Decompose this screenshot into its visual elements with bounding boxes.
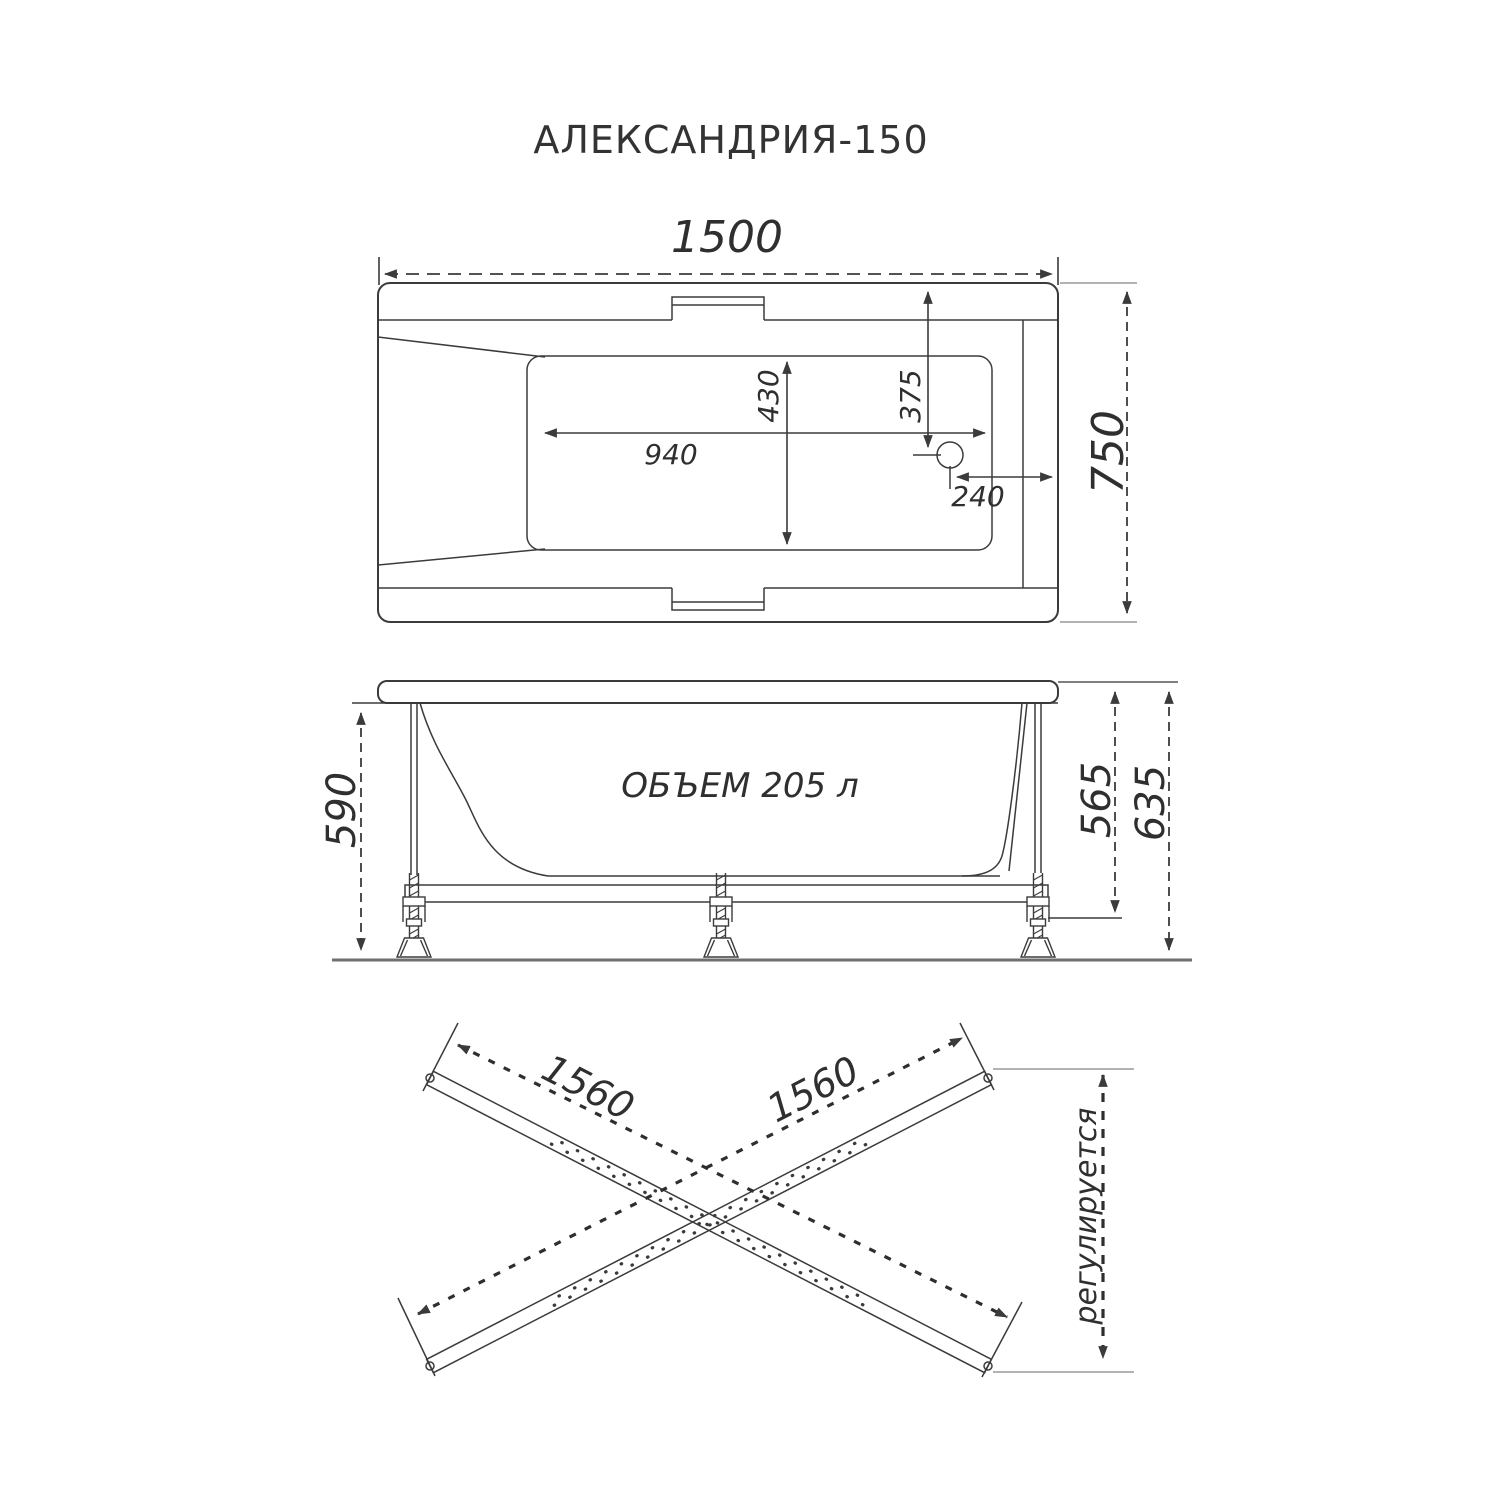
dim-label-1560-right: 1560 [759, 1047, 867, 1132]
dim-label-635: 635 [1128, 764, 1174, 842]
dim-label-750: 750 [1083, 410, 1134, 494]
dim-label-590: 590 [319, 771, 365, 849]
dim-label-375: 375 [894, 369, 927, 423]
dim-adjustable-height [993, 1069, 1134, 1372]
dim-label-430: 430 [752, 369, 785, 423]
rim-notch-bottom [672, 588, 764, 610]
side-view [319, 681, 1192, 960]
tub-right-wall-outer [1009, 703, 1027, 871]
dim-label-940: 940 [644, 438, 698, 471]
dim-label-240: 240 [951, 480, 1005, 513]
tub-rim-outline [378, 283, 1058, 622]
dim-rail-right-length [418, 1038, 962, 1314]
dim-drain-end-offset [951, 477, 1052, 513]
tub-left-curve [420, 703, 548, 876]
dim-label-1500: 1500 [671, 212, 783, 263]
right-leg-channel [1035, 703, 1041, 873]
dim-floor-length [545, 433, 985, 471]
dim-rail-left-length [458, 1045, 1007, 1317]
rail-left [426, 1071, 992, 1372]
rim-profile [378, 681, 1058, 703]
drawing-title: АЛЕКСАНДРИЯ-150 [533, 118, 929, 162]
rail-end-extension-lines [398, 1023, 1022, 1377]
rail-right [426, 1071, 992, 1372]
top-view [378, 212, 1137, 622]
dim-floor-width [752, 362, 787, 544]
rim-notch-top [672, 297, 764, 320]
left-leg-channel [411, 703, 417, 875]
tub-right-wall-inner [962, 703, 1022, 876]
dim-overall-height [1128, 692, 1174, 950]
dim-rim-underside-height [319, 713, 365, 950]
volume-label: ОБЪЕМ 205 л [621, 766, 859, 806]
backrest-slope-lines [378, 337, 545, 565]
dim-length [379, 212, 1058, 285]
dim-drain-offset [894, 292, 928, 447]
cross-rails-view [398, 1023, 1134, 1377]
adjustable-label: регулируется [1069, 1107, 1104, 1325]
dim-label-565: 565 [1074, 761, 1120, 839]
dim-frame-height [1074, 692, 1120, 912]
dim-width [1060, 283, 1137, 622]
dim-label-1560-left: 1560 [534, 1045, 642, 1130]
